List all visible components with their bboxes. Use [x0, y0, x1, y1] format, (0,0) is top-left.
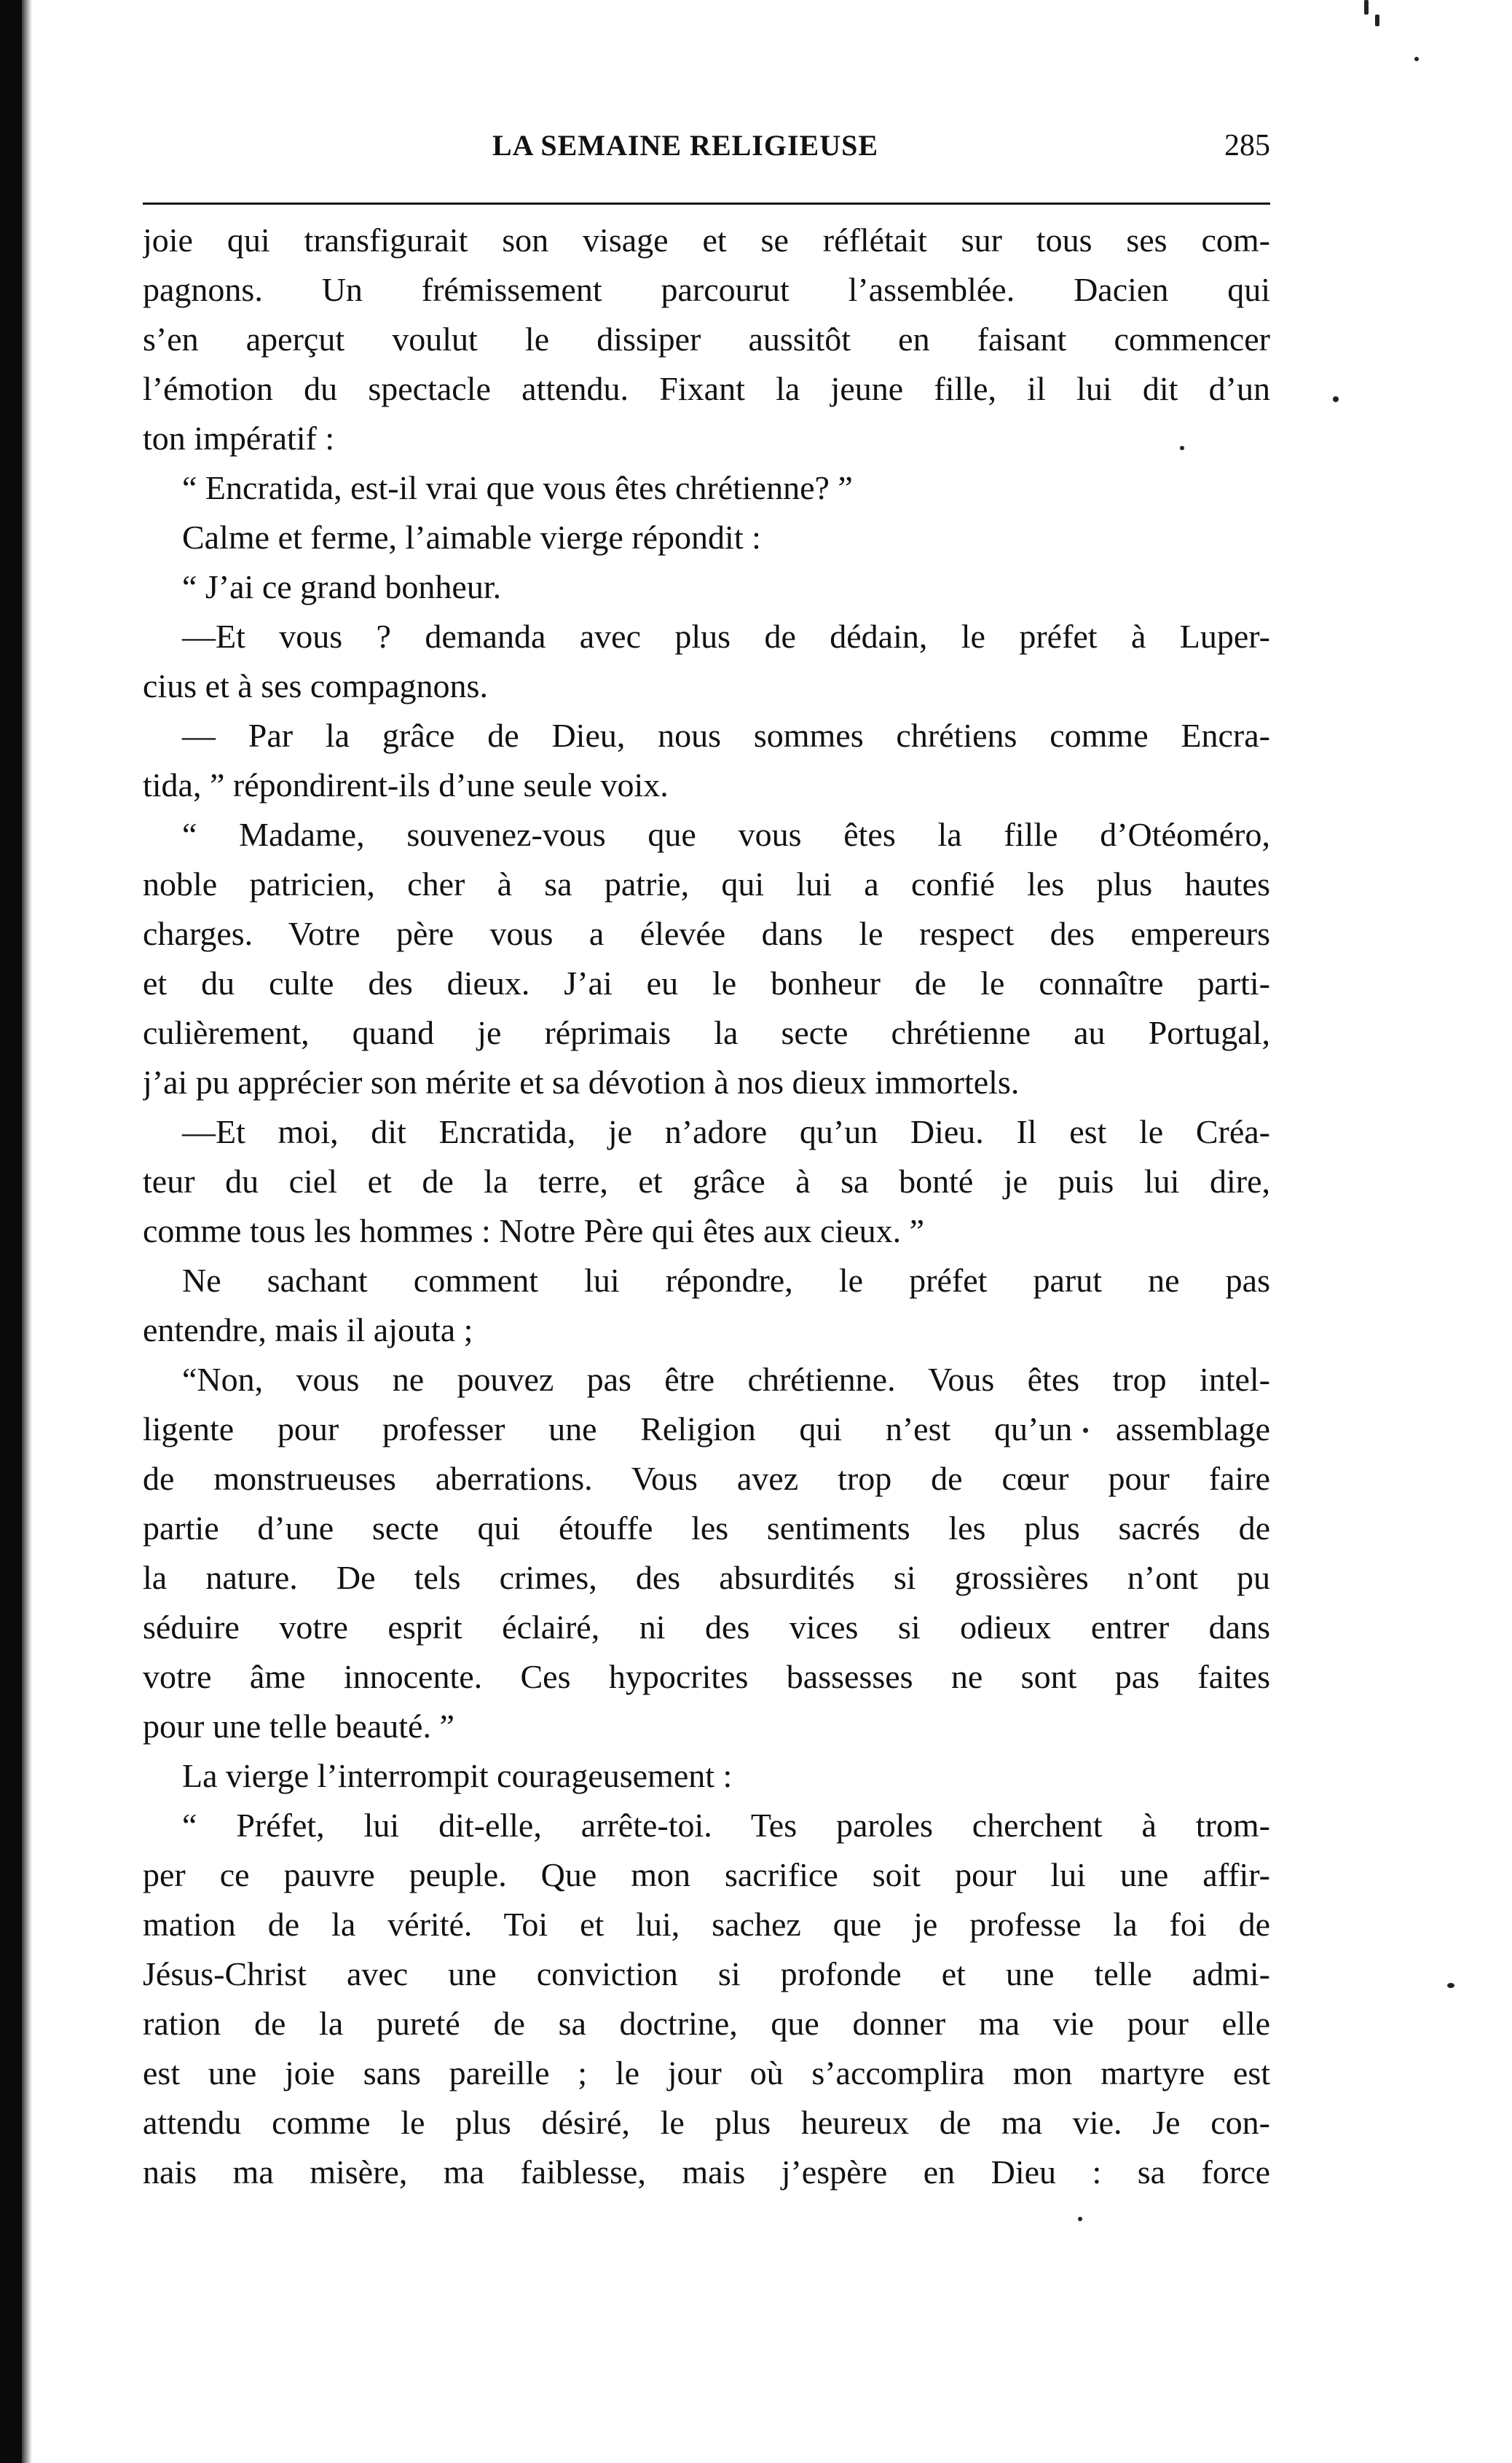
text-line: séduire votre esprit éclairé, ni des vices si odieux entrer dans [143, 1608, 1270, 1646]
scan-speck [1375, 15, 1379, 26]
text-line: entendre, mais il ajouta ; [143, 1311, 473, 1348]
text-line: “Non, vous ne pouvez pas être chrétienne. Vous êtes trop intel- [182, 1361, 1270, 1398]
text-line: culièrement, quand je réprimais la secte chrétienne au Portugal, [143, 1014, 1270, 1051]
text-line: s’en aperçut voulut le dissiper aussitôt en faisant commencer [143, 321, 1270, 358]
page-number: 285 [1224, 129, 1270, 162]
text-line: per ce pauvre peuple. Que mon sacrifice soit pour lui une affir- [143, 1856, 1270, 1893]
text-line: “ Madame, souvenez-vous que vous êtes la fille d’Otéoméro, [182, 816, 1270, 853]
text-line: “ J’ai ce grand bonheur. [182, 568, 502, 605]
text-line: tida, ” répondirent-ils d’une seule voix. [143, 766, 669, 804]
text-line: ton impératif : [143, 420, 335, 457]
text-line: votre âme innocente. Ces hypocrites bassesses ne sont pas faites [143, 1658, 1270, 1695]
text-line: teur du ciel et de la terre, et grâce à sa bonté je puis lui dire, [143, 1163, 1270, 1200]
text-line: La vierge l’interrompit courageusement : [182, 1757, 733, 1794]
text-line: de monstrueuses aberrations. Vous avez trop de cœur pour faire [143, 1460, 1270, 1497]
text-line: pagnons. Un frémissement parcourut l’assemblée. Dacien qui [143, 271, 1270, 308]
text-line: nais ma misère, ma faiblesse, mais j’espère en Dieu : sa force [143, 2153, 1270, 2191]
body-text [143, 216, 1270, 2197]
text-line: j’ai pu apprécier son mérite et sa dévotion à nos dieux immortels. [143, 1064, 1020, 1101]
text-line: cius et à ses compagnons. [143, 667, 488, 704]
running-title: LA SEMAINE RELIGIEUSE [492, 129, 879, 162]
header-rule [143, 203, 1270, 205]
text-line: et du culte des dieux. J’ai eu le bonheur de le connaître parti- [143, 965, 1270, 1002]
text-line: ration de la pureté de sa doctrine, que donner ma vie pour elle [143, 2005, 1270, 2042]
scan-edge [0, 0, 22, 2463]
text-line: “ Encratida, est-il vrai que vous êtes chrétienne? ” [182, 469, 853, 506]
text-line: joie qui transfigurait son visage et se réflétait sur tous ses com- [143, 221, 1270, 259]
text-line: — Par la grâce de Dieu, nous sommes chrétiens comme Encra- [182, 717, 1270, 754]
text-line: partie d’une secte qui étouffe les sentiments les plus sacrés de [143, 1509, 1270, 1547]
scan-edge-shadow [22, 0, 32, 2463]
text-line: la nature. De tels crimes, des absurdités si grossières n’ont pu [143, 1559, 1270, 1596]
text-line: “ Préfet, lui dit-elle, arrête-toi. Tes paroles cherchent à trom- [182, 1807, 1270, 1844]
scan-speck [1414, 57, 1419, 61]
text-line: l’émotion du spectacle attendu. Fixant la jeune fille, il lui dit d’un [143, 370, 1270, 407]
text-line: ligente pour professer une Religion qui n’est qu’un assemblage [143, 1410, 1270, 1447]
text-line: Calme et ferme, l’aimable vierge répondit : [182, 519, 761, 556]
text-line: charges. Votre père vous a élevée dans le respect des empereurs [143, 915, 1270, 952]
scan-speck [1333, 396, 1339, 402]
text-line: attendu comme le plus désiré, le plus heureux de ma vie. Je con- [143, 2104, 1270, 2141]
text-line: Jésus-Christ avec une conviction si profonde et une telle admi- [143, 1955, 1270, 1992]
text-line: pour une telle beauté. ” [143, 1708, 454, 1745]
text-line: comme tous les hommes : Notre Père qui êtes aux cieux. ” [143, 1212, 925, 1249]
text-line: noble patricien, cher à sa patrie, qui lui a confié les plus hautes [143, 865, 1270, 903]
scan-speck [1078, 2217, 1082, 2221]
text-line: est une joie sans pareille ; le jour où s’accomplira mon martyre est [143, 2054, 1270, 2091]
running-header [143, 128, 1270, 179]
text-line: Ne sachant comment lui répondre, le préfet parut ne pas [182, 1262, 1270, 1299]
text-line: mation de la vérité. Toi et lui, sachez que je professe la foi de [143, 1906, 1270, 1943]
scan-speck [1447, 1983, 1454, 1988]
text-line: —Et moi, dit Encratida, je n’adore qu’un Dieu. Il est le Créa- [182, 1113, 1270, 1150]
text-line: —Et vous ? demanda avec plus de dédain, le préfet à Luper- [182, 618, 1270, 655]
scan-speck [1364, 0, 1369, 15]
